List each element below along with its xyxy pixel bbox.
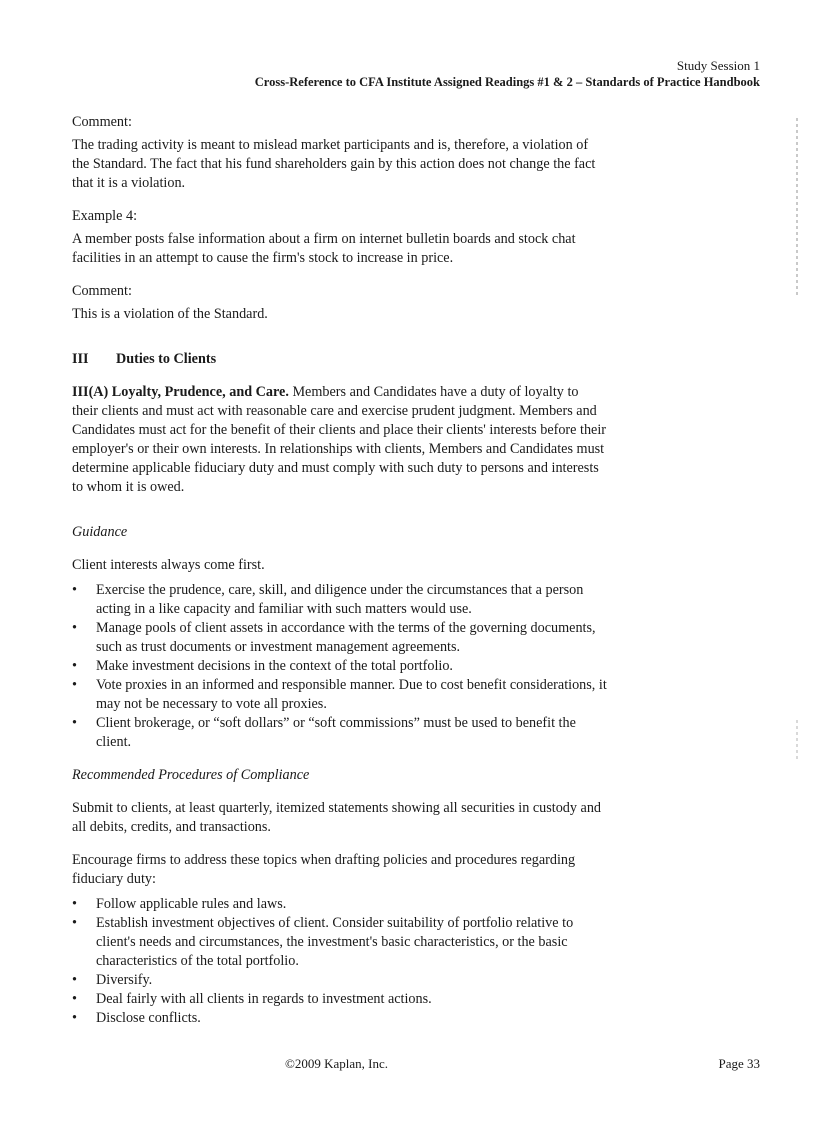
comment-text: This is a violation of the Standard. bbox=[72, 306, 268, 322]
guidance-list bbox=[72, 581, 608, 752]
section-title bbox=[72, 350, 608, 369]
section-name: Duties to Clients bbox=[116, 351, 217, 367]
comment-heading: Comment: bbox=[72, 114, 132, 130]
standard-text: Members and Candidates have a duty of loyalty to their clients and must act with reasonable care and exercise prudent judgment. Members and Candidates must act for the benefit of their clients and place their clients' interests before their employer's or their own interests. In relationships with clients, Members and Candidates must determine applicable fiduciary duty and must comply with such duty to persons and interests to whom it is owed. bbox=[72, 384, 606, 495]
procedures-heading: Recommended Procedures of Compliance bbox=[72, 767, 310, 783]
footer-copyright: ©2009 Kaplan, Inc. bbox=[285, 1056, 389, 1071]
list-item: • Disclose conflicts. bbox=[72, 1009, 608, 1028]
comment-heading: Comment: bbox=[72, 283, 132, 299]
list-item: • Deal fairly with all clients in regards to investment actions. bbox=[72, 990, 608, 1009]
list-item: • Manage pools of client assets in accordance with the terms of the governing documents, such as trust documents or investment management agreements. bbox=[72, 619, 608, 657]
guidance-intro: Client interests always come first. bbox=[72, 557, 265, 573]
procedures-list bbox=[72, 895, 608, 1028]
standard-statement bbox=[72, 383, 608, 497]
running-header-session: Study Session 1 bbox=[676, 58, 760, 73]
example-text: A member posts false information about a firm on internet bulletin boards and stock chat facilities in an attempt to cause the firm's stock to increase in price. bbox=[72, 231, 576, 266]
list-item: • Follow applicable rules and laws. bbox=[72, 895, 608, 914]
list-item: • Exercise the prudence, care, skill, and diligence under the circumstances that a person acting in a like capacity and familiar with such matters would use. bbox=[72, 581, 608, 619]
list-item: • Vote proxies in an informed and responsible manner. Due to cost benefit considerations, it may not be necessary to vote all proxies. bbox=[72, 676, 608, 714]
procedures-paragraph: Submit to clients, at least quarterly, itemized statements showing all securities in custody and all debits, credits, and transactions. bbox=[72, 800, 602, 835]
page-number: Page 33 bbox=[718, 1056, 760, 1071]
list-item: • Diversify. bbox=[72, 971, 608, 990]
list-item: • Make investment decisions in the context of the total portfolio. bbox=[72, 657, 608, 676]
running-header-crossref: Cross-Reference to CFA Institute Assigned Readings #1 & 2 – Standards of Practice Handbook bbox=[254, 75, 760, 89]
margin-scan-mark bbox=[796, 118, 798, 298]
guidance-heading: Guidance bbox=[72, 524, 128, 540]
list-item: • Establish investment objectives of client. Consider suitability of portfolio relative to client's needs and circumstances, the investment's basic characteristics, or the basic characteristics of the total portfolio. bbox=[72, 914, 608, 971]
margin-scan-mark bbox=[796, 720, 798, 760]
example-heading: Example 4: bbox=[72, 208, 138, 224]
section-number: III bbox=[72, 351, 89, 367]
standard-label: III(A) Loyalty, Prudence, and Care. bbox=[72, 384, 289, 400]
page-body bbox=[72, 113, 608, 1028]
procedures-paragraph: Encourage firms to address these topics when drafting policies and procedures regarding fiduciary duty: bbox=[72, 852, 576, 887]
list-item: • Client brokerage, or “soft dollars” or “soft commissions” must be used to benefit the client. bbox=[72, 714, 608, 752]
comment-text: The trading activity is meant to mislead market participants and is, therefore, a violation of the Standard. The fact that his fund shareholders gain by this action does not change the fact that it is a violation. bbox=[72, 137, 596, 191]
